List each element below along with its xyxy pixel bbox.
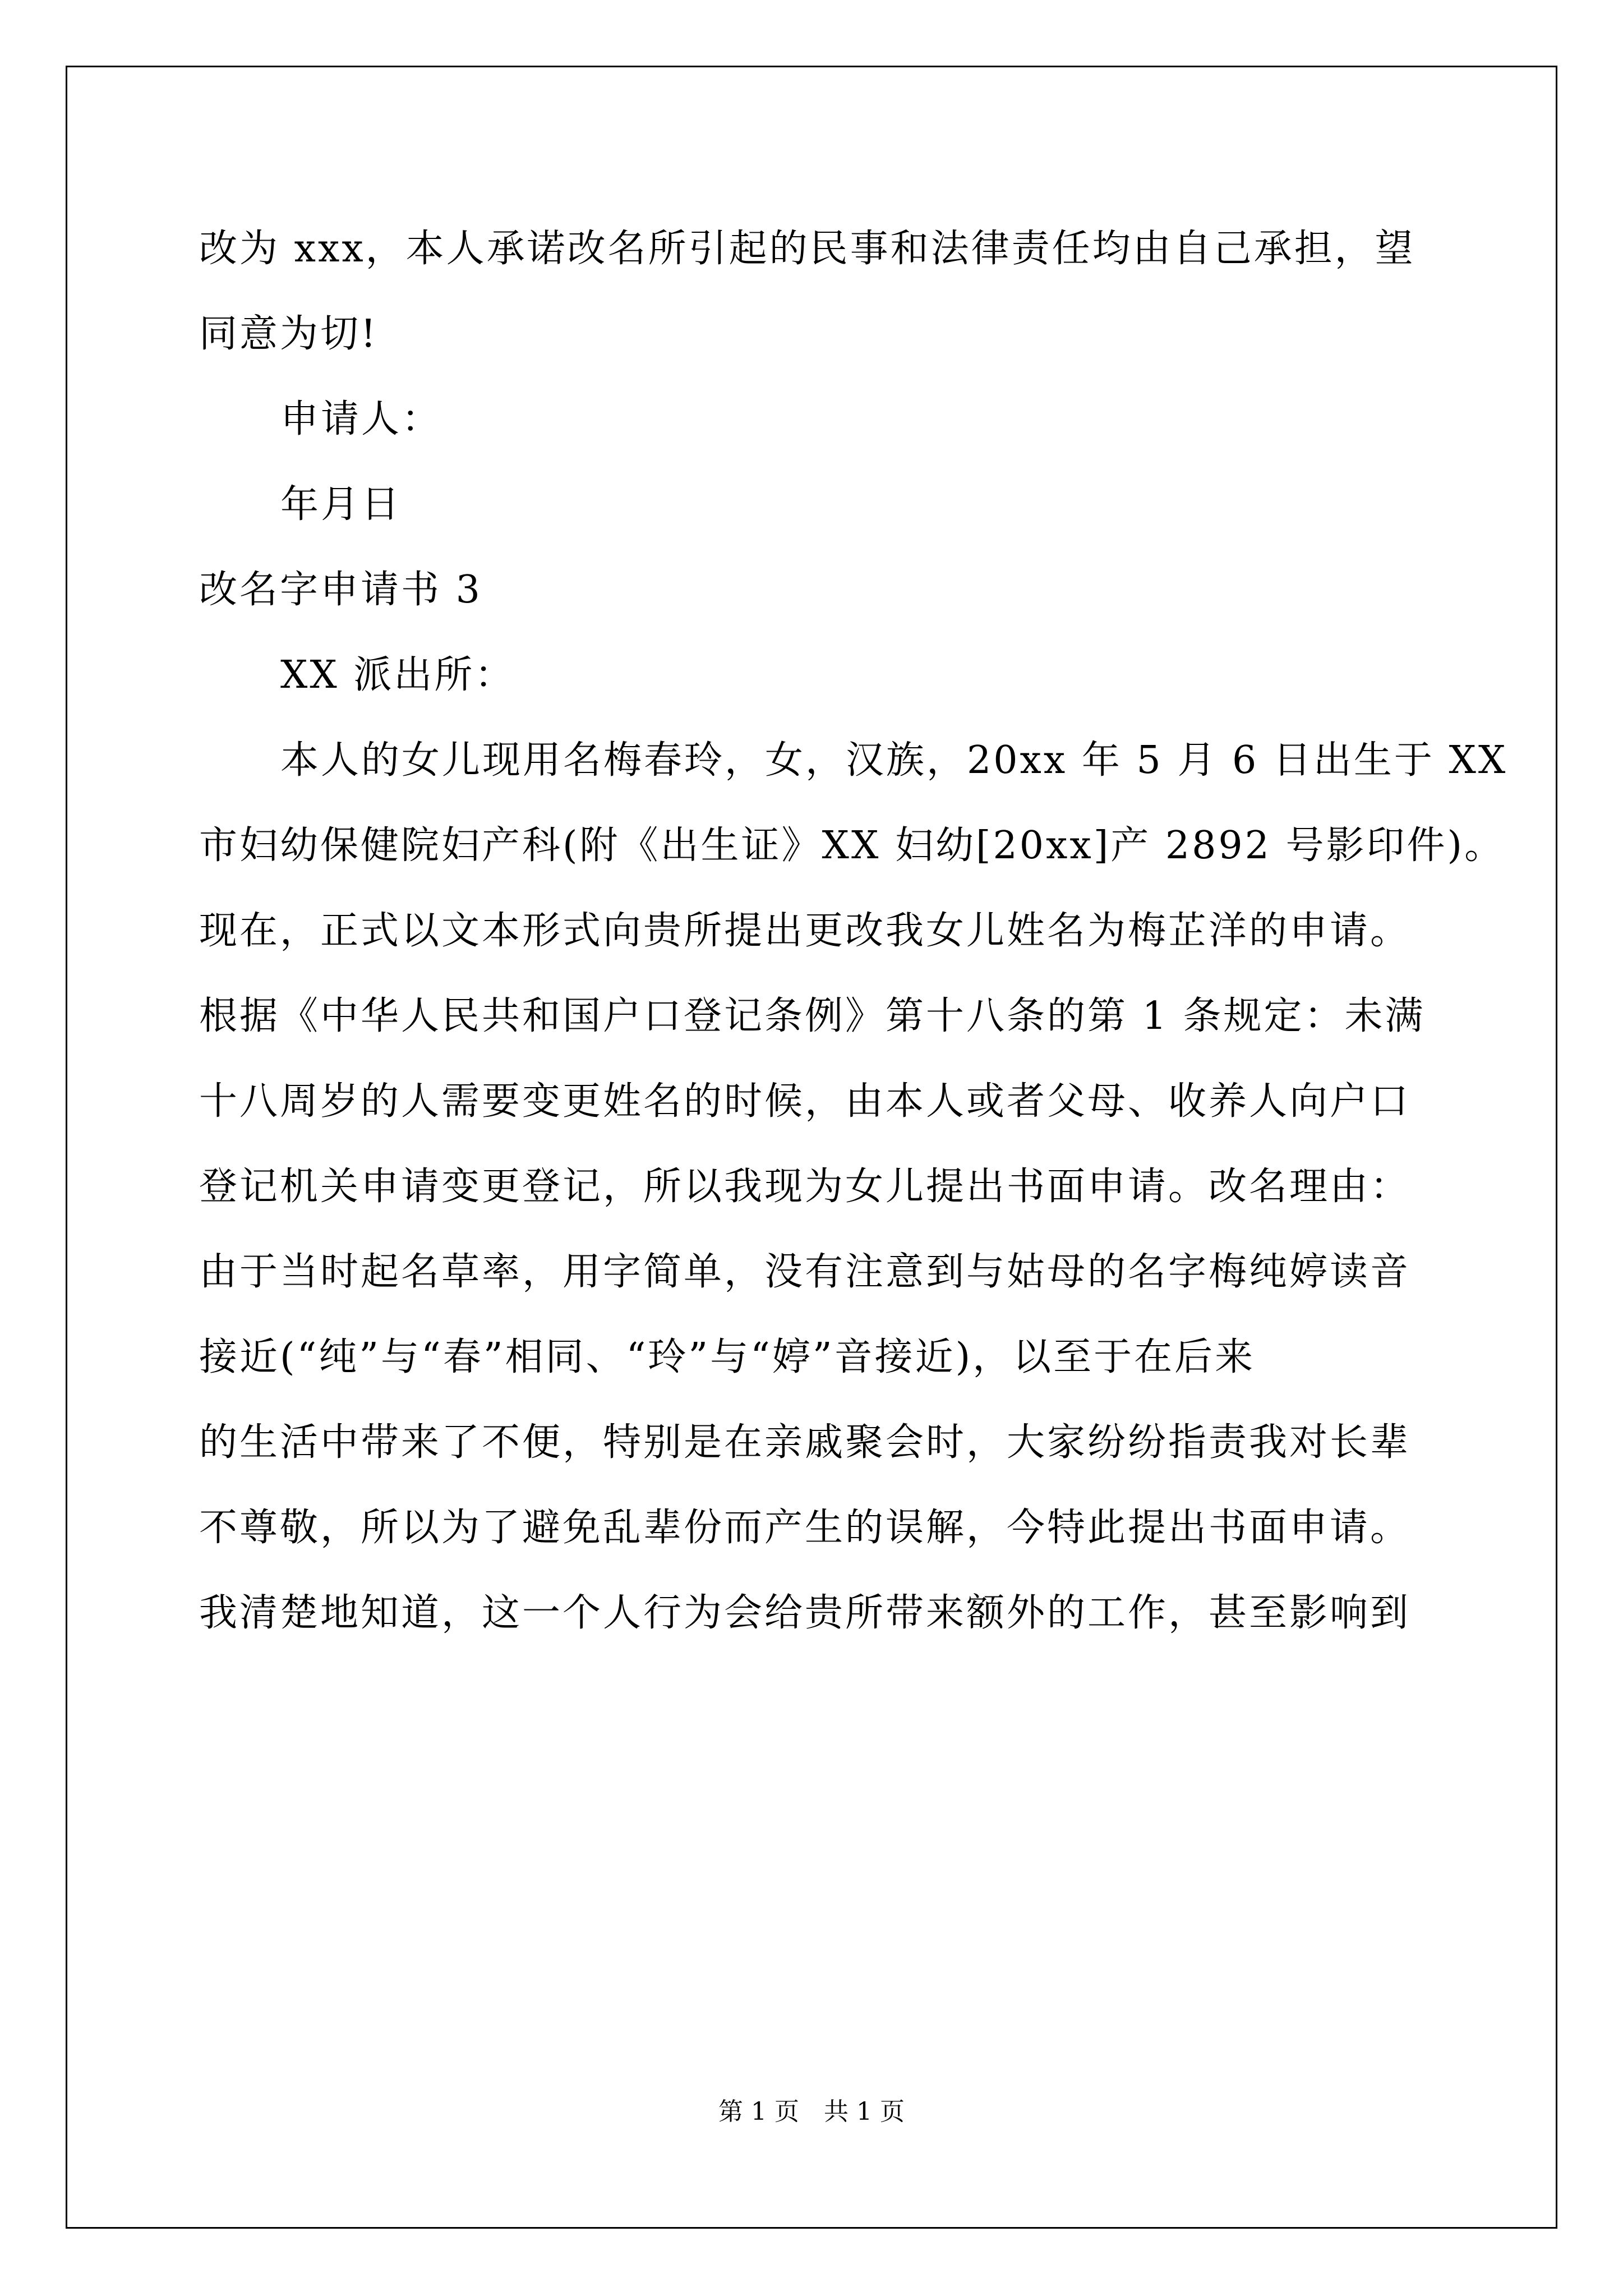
body-line-13: 由于当时起名草率，用字简单，没有注意到与姑母的名字梅纯婷读音 xyxy=(199,1250,1411,1294)
body-line-12: 登记机关申请变更登记，所以我现为女儿提出书面申请。改名理由： xyxy=(199,1165,1411,1209)
date-line: 年月日 xyxy=(280,482,402,527)
page-border xyxy=(66,66,1557,2229)
body-line-7: 本人的女儿现用名梅春玲，女，汉族，20xx 年 5 月 6 日出生于 XX xyxy=(280,738,1508,783)
body-line-11: 十八周岁的人需要变更姓名的时候，由本人或者父母、收养人向户口 xyxy=(199,1079,1411,1124)
body-line-17: 我清楚地知道，这一个人行为会给贵所带来额外的工作，甚至影响到 xyxy=(199,1591,1411,1635)
body-line-8: 市妇幼保健院妇产科(附《出生证》XX 妇幼[20xx]产 2892 号影印件)。 xyxy=(199,823,1505,868)
page-number-footer: 第 1 页 共 1 页 xyxy=(718,2097,905,2126)
body-line-1: 改为 xxx，本人承诺改名所引起的民事和法律责任均由自己承担，望 xyxy=(199,227,1415,271)
body-line-10: 根据《中华人民共和国户口登记条例》第十八条的第 1 条规定：未满 xyxy=(199,994,1426,1038)
addressee: XX 派出所： xyxy=(280,653,515,697)
body-line-16: 不尊敬，所以为了避免乱辈份而产生的误解，今特此提出书面申请。 xyxy=(199,1506,1411,1550)
body-line-15: 的生活中带来了不便，特别是在亲戚聚会时，大家纷纷指责我对长辈 xyxy=(199,1420,1411,1465)
section-title: 改名字申请书 3 xyxy=(199,568,482,612)
applicant-label: 申请人： xyxy=(280,397,442,441)
body-line-14: 接近(“纯”与“春”相同、“玲”与“婷”音接近)，以至于在后来 xyxy=(199,1335,1256,1379)
body-line-9: 现在，正式以文本形式向贵所提出更改我女儿姓名为梅芷洋的申请。 xyxy=(199,909,1411,953)
body-line-2: 同意为切! xyxy=(199,312,379,356)
